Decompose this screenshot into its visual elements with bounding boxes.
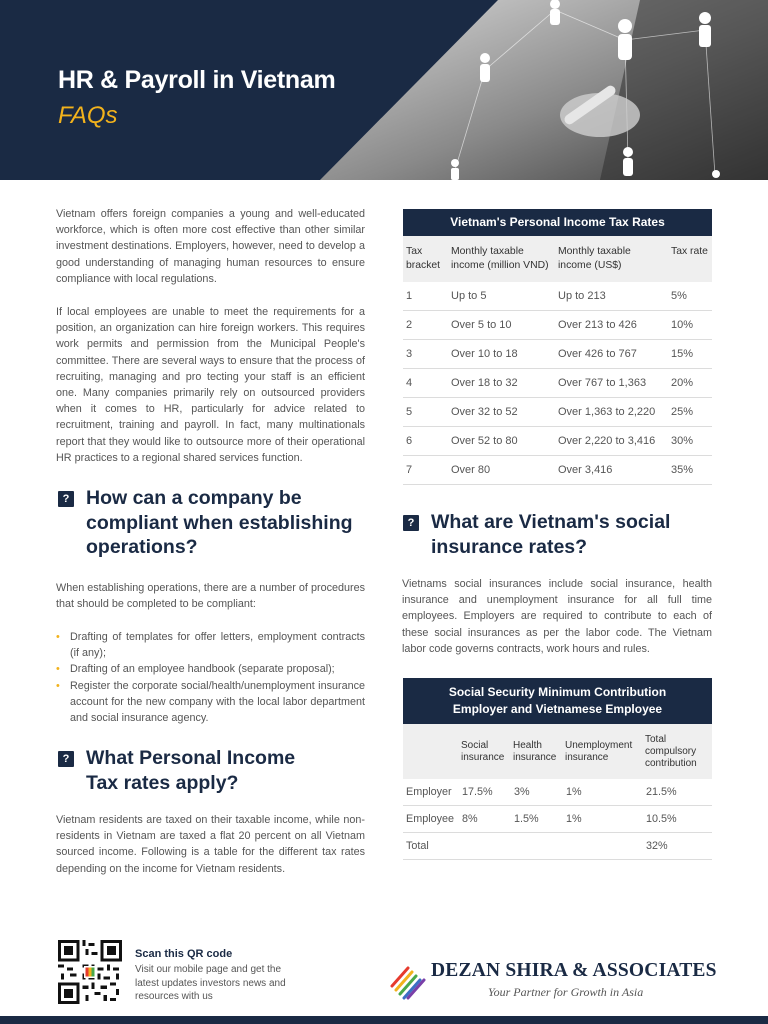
column-header: Tax rate [668,236,712,282]
table-cell: 21.5% [643,779,712,806]
table-cell: 30% [668,427,712,456]
table-row [403,779,712,806]
table-cell: Up to 213 [555,282,668,311]
list-item: • Drafting of an employee handbook (separate proposal); [56,661,365,677]
table-cell: 17.5% [459,779,511,806]
question-icon: ? [403,515,419,531]
company-name: DEZAN SHIRA & ASSOCIATES [431,960,717,981]
tax-table-title: Vietnam's Personal Income Tax Rates [403,209,712,236]
table-cell: 10% [668,311,712,340]
table-cell: 6 [403,427,448,456]
table-cell: 8% [459,806,511,833]
qr-title: Scan this QR code [135,948,233,960]
faq-question: How can a company be compliant when establishing operations? [86,487,353,558]
table-cell: Total [403,833,459,860]
faq-heading-compliance [58,486,368,560]
company-tagline: Your Partner for Growth in Asia [488,985,644,999]
table-cell [511,833,563,860]
header-banner [0,0,768,180]
faq-question: What Personal Income Tax rates apply? [86,747,296,794]
table-header-row [403,724,712,779]
qr-code[interactable] [58,940,122,1004]
table-cell: 3 [403,340,448,369]
table-row [403,806,712,833]
column-header: Social insurance [459,724,511,779]
column-header: Unemployment insurance [563,724,643,779]
faq-compliance-body: When establishing operations, there are a number of procedures that should be completed to be compliant: [56,582,365,611]
table-cell: Over 5 to 10 [448,311,555,340]
faq-social-insurance-body: Vietnams social insurances include social insurance, health insurance and unemployment insurance for all full time employees. Employers are required to contribute to each of these social insurances as per the labor code. The Vietnam labor code governs contracts, work hours and rules. [402,578,712,655]
social-security-table-title [403,678,712,724]
compliance-list [56,629,365,726]
table-cell: Over 18 to 32 [448,369,555,398]
table-cell [563,833,643,860]
footer-bar [0,1016,768,1024]
column-header: Total compulsory contribution [643,724,712,779]
column-header: Monthly taxable income (million VND) [448,236,555,282]
table-cell: 15% [668,340,712,369]
table-cell: Over 213 to 426 [555,311,668,340]
list-item: • Register the corporate social/health/unemployment insurance account for the new company with the local labor department and social insurance agency. [56,678,365,727]
table-cell: 20% [668,369,712,398]
table-cell [459,833,511,860]
table-cell: Over 10 to 18 [448,340,555,369]
table-cell: 1% [563,806,643,833]
column-header: Tax bracket [403,236,448,282]
table-cell: Over 3,416 [555,456,668,485]
qr-description: Visit our mobile page and get the latest updates investors news and resources with us [135,964,286,1002]
faq-question: What are Vietnam's social insurance rates? [431,511,671,558]
table-row [403,340,712,369]
table-cell: 25% [668,398,712,427]
question-icon: ? [58,751,74,767]
table-row [403,311,712,340]
tax-rates-table [403,236,712,485]
page-title: HR & Payroll in Vietnam [58,66,336,94]
table-title-line: Employer and Vietnamese Employee [452,702,663,716]
table-cell: 1 [403,282,448,311]
question-icon: ? [58,491,74,507]
page-subtitle: FAQs [58,102,118,129]
company-logo-icon [388,960,426,1000]
table-row [403,282,712,311]
table-cell: Over 2,220 to 3,416 [555,427,668,456]
faq-heading-social-insurance [403,510,712,559]
table-cell: Over 426 to 767 [555,340,668,369]
intro-paragraph-2: If local employees are unable to meet the requirements for a position, an organization can hire foreign workers. This requires work permits and permission from the Municipal People's committee. There are several ways to ensure that the process of recruiting, managing and pro tecting your staff is an efficient one. Many companies primarily rely on outsourced providers when it comes to HR, particularly for advice related to recruitment, training and payroll. In fact, many multinationals report that they would like to outsource more of their operational HR practices to a regional shared services function. [56,306,365,464]
table-cell: 32% [643,833,712,860]
table-cell: 2 [403,311,448,340]
faq-heading-pit [58,746,368,795]
table-cell: 10.5% [643,806,712,833]
table-cell: 3% [511,779,563,806]
table-cell: 35% [668,456,712,485]
faq-pit-body: Vietnam residents are taxed on their taxable income, while non-residents in Vietnam are taxed a flat 20 percent on all Vietnam sourced income. Following is a table for the different tax rates depending on the income for Vietnam residents. [56,814,365,875]
table-cell: Over 1,363 to 2,220 [555,398,668,427]
column-header [403,724,459,779]
table-cell: Over 52 to 80 [448,427,555,456]
table-row [403,398,712,427]
table-title-line: Social Security Minimum Contribution [448,685,667,699]
table-cell: 1% [563,779,643,806]
table-cell: Over 767 to 1,363 [555,369,668,398]
table-cell: 5 [403,398,448,427]
table-cell: Over 32 to 52 [448,398,555,427]
table-header-row [403,236,712,282]
table-cell: Up to 5 [448,282,555,311]
social-security-table [403,724,712,860]
table-cell: Employer [403,779,459,806]
table-cell: 4 [403,369,448,398]
intro-paragraph-1: Vietnam offers foreign companies a young and well-educated workforce, which is often more cost effective than other similar investment destinations. Employers, however, need to develop a good understanding of managing human resources to ensure compliance with local regulations. [56,208,365,285]
list-item: • Drafting of templates for offer letters, employment contracts (if any); [56,629,365,661]
table-cell: 5% [668,282,712,311]
table-row [403,456,712,485]
column-header: Health insurance [511,724,563,779]
table-row [403,833,712,860]
column-header: Monthly taxable income (US$) [555,236,668,282]
table-cell: Employee [403,806,459,833]
table-cell: 7 [403,456,448,485]
table-row [403,427,712,456]
table-cell: Over 80 [448,456,555,485]
table-cell: 1.5% [511,806,563,833]
table-row [403,369,712,398]
